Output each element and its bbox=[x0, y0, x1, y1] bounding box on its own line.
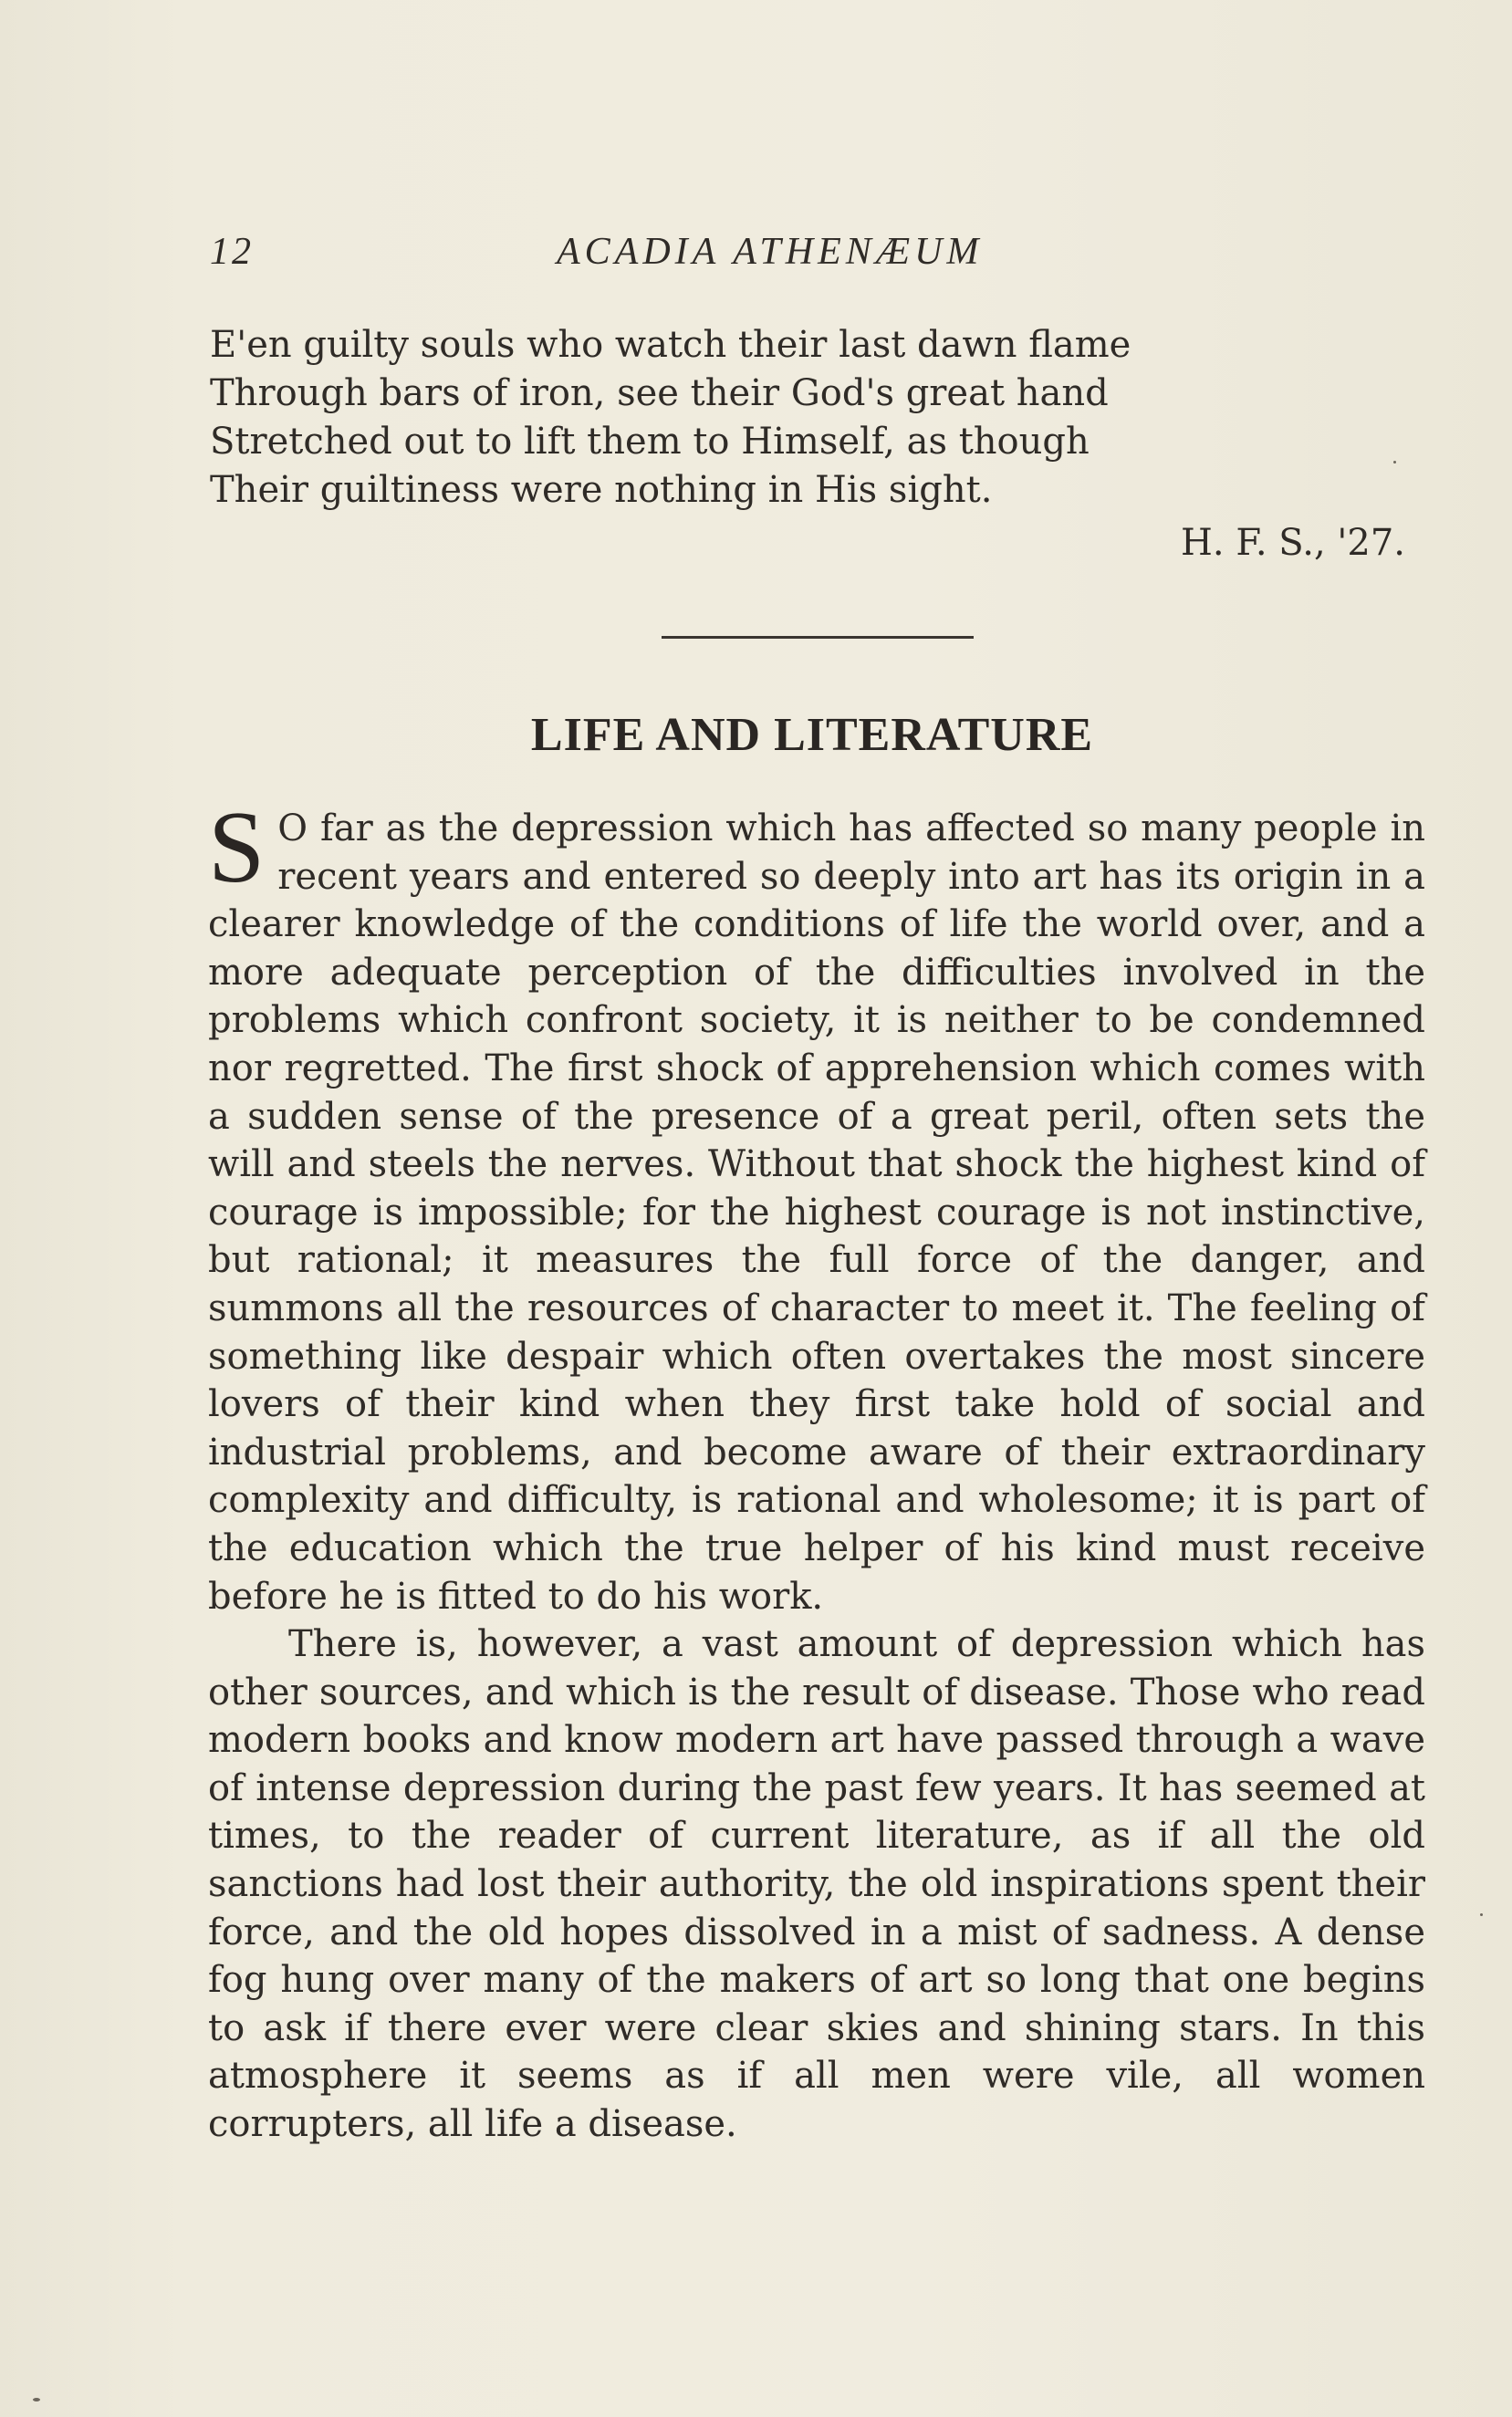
page-speck bbox=[1393, 461, 1396, 464]
page-speck bbox=[33, 2398, 40, 2401]
running-header bbox=[210, 230, 1405, 285]
poem-stanza bbox=[210, 321, 1414, 515]
poem-line: Through bars of iron, see their God's great hand bbox=[210, 372, 1109, 414]
poem-signature: H. F. S., '27. bbox=[1181, 522, 1405, 564]
article-title: LIFE AND LITERATURE bbox=[530, 709, 1094, 761]
article-body bbox=[208, 791, 1425, 2149]
poem-line: Their guiltiness were nothing in His sight. bbox=[210, 469, 993, 511]
paragraph-text: O far as the depression which has affected so many people in recent years and entered so deeply into art has its origin in a clearer knowledge of the conditions of life the world over, and a more adequate perception of the difficulties involved in the problems which confront society, it is neither to be condemned nor regretted. The first shock of apprehension which comes with a sudden sense of the presence of a great peril, often sets the will and steels the nerves. Without that shock the highest kind of courage is impossible; for the highest courage is not instinctive, but rational; it measures the full force of the danger, and summons all the resources of character to meet it. The feeling of something like despair which often overtakes the most sincere lovers of their kind when they first take hold of social and industrial problems, and become aware of their extraordinary complexity and difficulty, is rational and wholesome; it is part of the education which the true helper of his kind must receive before he is fitted to do his work. bbox=[208, 807, 1425, 1618]
page-speck bbox=[1480, 1913, 1483, 1916]
section-divider bbox=[662, 636, 974, 639]
poem-line: Stretched out to lift them to Himself, as though bbox=[210, 421, 1090, 463]
page-number: 12 bbox=[210, 231, 254, 273]
poem-line: E'en guilty souls who watch their last dawn flame bbox=[210, 324, 1131, 366]
paragraph bbox=[208, 791, 1425, 1620]
paragraph: There is, however, a vast amount of depression which has other sources, and which is the result of disease. Those who read modern books and know modern art have passed through a wave of intense depression during the past few years. It has seemed at times, to the reader of current literature, as if all the old sanctions had lost their authority, the old inspirations spent their force, and the old hopes dissolved in a mist of sadness. A dense fog hung over many of the makers of art so long that one begins to ask if there ever were clear skies and shining stars. In this atmosphere it seems as if all men were vile, all women corrupters, all life a disease. bbox=[208, 1623, 1425, 2146]
journal-title: ACADIA ATHENÆUM bbox=[557, 231, 984, 273]
drop-cap: S bbox=[208, 791, 266, 904]
